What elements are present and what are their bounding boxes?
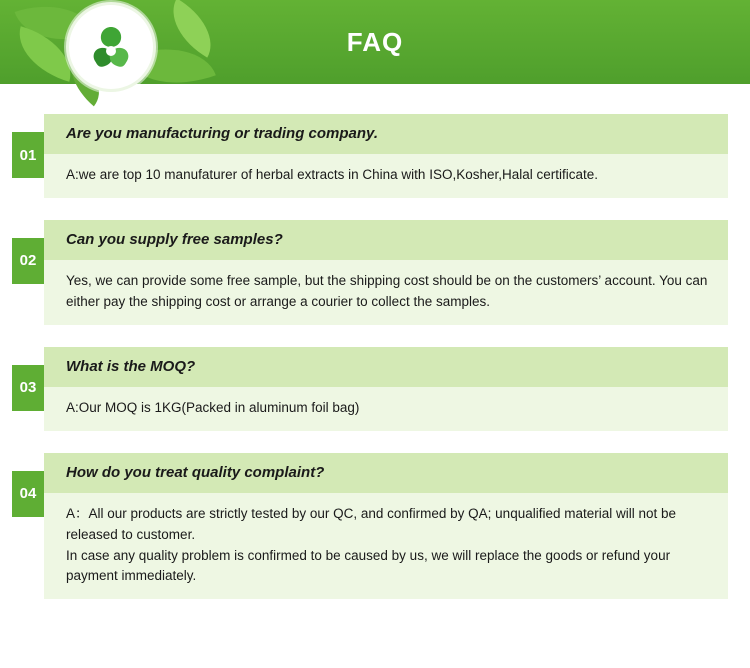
faq-answer: [44, 493, 728, 600]
faq-item: [12, 453, 728, 600]
faq-answer-line: In case any quality problem is confirmed to be caused by us, we will replace the goods or refund your payment immediately.: [66, 547, 671, 584]
faq-number-badge: 03: [12, 365, 44, 411]
faq-number-badge: 02: [12, 238, 44, 284]
page-header: [0, 0, 750, 84]
faq-item: [12, 347, 728, 431]
faq-answer: [44, 260, 728, 325]
faq-answer-line: A:we are top 10 manufaturer of herbal extracts in China with ISO,Kosher,Halal certificate.: [66, 167, 599, 182]
faq-question: How do you treat quality complaint?: [44, 453, 728, 493]
faq-answer-line: A：All our products are strictly tested by our QC, and confirmed by QA; unqualified material will not be released to customer.: [66, 505, 677, 542]
faq-question: Are you manufacturing or trading company.: [44, 114, 728, 154]
faq-answer-line: Yes, we can provide some free sample, but the shipping cost should be on the customers’ account. You can either pay the shipping cost or arrange a courier to collect the samples.: [66, 272, 708, 309]
faq-item: [12, 220, 728, 325]
faq-item: [12, 114, 728, 198]
faq-question: Can you supply free samples?: [44, 220, 728, 260]
faq-answer: [44, 387, 728, 431]
faq-question: What is the MOQ?: [44, 347, 728, 387]
faq-number-badge: 04: [12, 471, 44, 517]
page-title: FAQ: [346, 26, 404, 57]
faq-list: [0, 84, 750, 599]
faq-number-badge: 01: [12, 132, 44, 178]
faq-answer-line: A:Our MOQ is 1KG(Packed in aluminum foil bag): [66, 399, 360, 415]
faq-answer: [44, 154, 728, 198]
